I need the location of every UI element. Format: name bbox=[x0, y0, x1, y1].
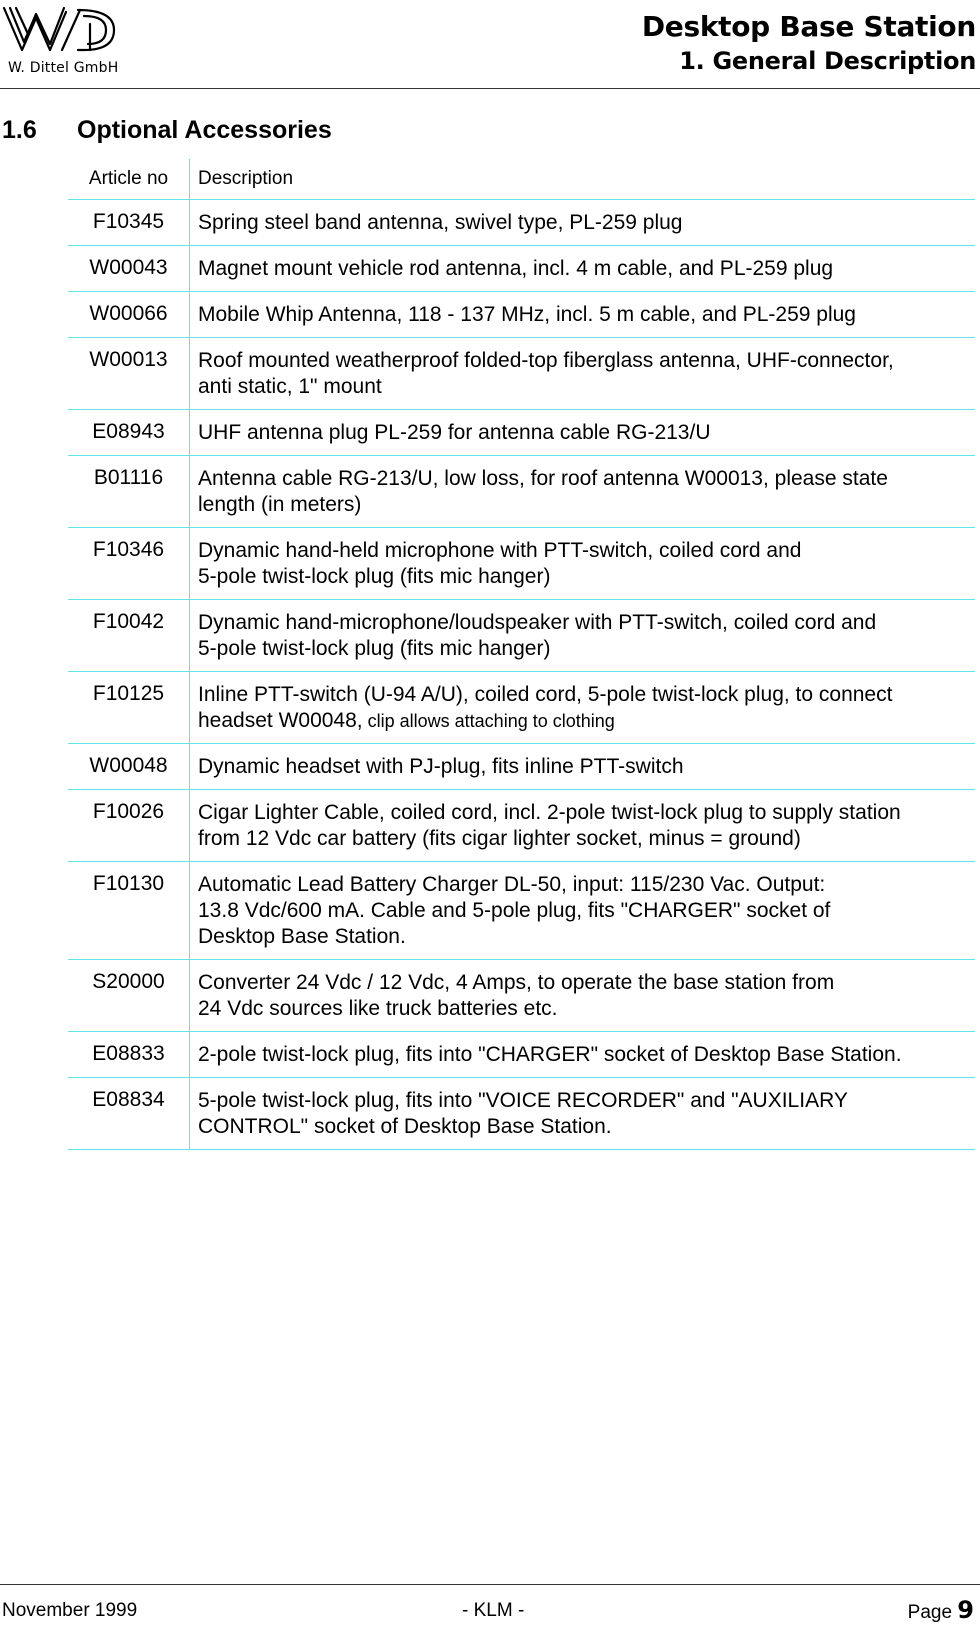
description-cell bbox=[190, 292, 976, 338]
description-line bbox=[198, 636, 975, 662]
article-number-cell: S20000 bbox=[68, 960, 190, 1032]
description-cell bbox=[190, 1078, 976, 1150]
description-text: 2-pole twist-lock plug, fits into "CHARGER" socket of Desktop Base Station. bbox=[198, 1043, 902, 1066]
description-cell bbox=[190, 338, 976, 410]
description-line bbox=[198, 996, 975, 1022]
article-number-cell: E08833 bbox=[68, 1032, 190, 1078]
description-text: Automatic Lead Battery Charger DL-50, input: 115/230 Vac. Output: bbox=[198, 873, 826, 896]
article-number-cell: W00043 bbox=[68, 246, 190, 292]
article-number-cell: F10026 bbox=[68, 790, 190, 862]
article-number-cell: E08834 bbox=[68, 1078, 190, 1150]
document-title: Desktop Base Station bbox=[641, 10, 976, 43]
table-row bbox=[68, 960, 975, 1032]
description-text: Dynamic hand-held microphone with PTT-switch, coiled cord and bbox=[198, 539, 802, 562]
section-number: 1.6 bbox=[2, 116, 37, 144]
description-line bbox=[198, 210, 975, 236]
page-label: Page bbox=[907, 1602, 953, 1623]
description-text: Inline PTT-switch (U-94 A/U), coiled cord, 5-pole twist-lock plug, to connect bbox=[198, 683, 893, 706]
footer-date: November 1999 bbox=[2, 1600, 138, 1621]
description-text: headset W00048, bbox=[198, 709, 363, 732]
description-cell bbox=[190, 672, 976, 744]
table-row bbox=[68, 410, 975, 456]
description-text: from 12 Vdc car battery (fits cigar lighter socket, minus = ground) bbox=[198, 827, 801, 850]
article-number-cell: F10346 bbox=[68, 528, 190, 600]
chapter-title: 1. General Description bbox=[679, 47, 976, 75]
section-title: Optional Accessories bbox=[77, 116, 332, 144]
table-row bbox=[68, 200, 975, 246]
table-row bbox=[68, 246, 975, 292]
description-cell bbox=[190, 862, 976, 960]
article-number-cell: F10125 bbox=[68, 672, 190, 744]
description-text: 13.8 Vdc/600 mA. Cable and 5-pole plug, fits "CHARGER" socket of bbox=[198, 899, 831, 922]
description-line bbox=[198, 1088, 975, 1114]
description-line bbox=[198, 538, 975, 564]
table-row bbox=[68, 672, 975, 744]
description-cell bbox=[190, 1032, 976, 1078]
description-cell bbox=[190, 456, 976, 528]
description-text: Magnet mount vehicle rod antenna, incl. 4 m cable, and PL-259 plug bbox=[198, 257, 834, 280]
accessories-table bbox=[68, 159, 975, 1150]
article-number-cell: W00066 bbox=[68, 292, 190, 338]
article-number-cell: F10042 bbox=[68, 600, 190, 672]
description-cell bbox=[190, 600, 976, 672]
description-cell bbox=[190, 410, 976, 456]
description-cell bbox=[190, 528, 976, 600]
footer-page bbox=[908, 1596, 974, 1624]
footer-document-code: - KLM - bbox=[462, 1600, 525, 1621]
description-line bbox=[198, 754, 975, 780]
description-cell bbox=[190, 790, 976, 862]
description-line bbox=[198, 1114, 975, 1140]
description-cell bbox=[190, 744, 976, 790]
description-line bbox=[198, 800, 975, 826]
description-line bbox=[198, 302, 975, 328]
description-line bbox=[198, 564, 975, 590]
description-line bbox=[198, 682, 975, 708]
description-text: Cigar Lighter Cable, coiled cord, incl. 2-pole twist-lock plug to supply station bbox=[198, 801, 901, 824]
table-row bbox=[68, 528, 975, 600]
description-line bbox=[198, 348, 975, 374]
table-row bbox=[68, 600, 975, 672]
table-row bbox=[68, 292, 975, 338]
description-line bbox=[198, 826, 975, 852]
description-line bbox=[198, 466, 975, 492]
description-line bbox=[198, 872, 975, 898]
table-row bbox=[68, 790, 975, 862]
description-text: Spring steel band antenna, swivel type, PL-259 plug bbox=[198, 211, 683, 234]
description-text: anti static, 1" mount bbox=[198, 375, 382, 398]
description-line bbox=[198, 1042, 975, 1068]
table-row bbox=[68, 744, 975, 790]
description-text: Dynamic headset with PJ-plug, fits inline PTT-switch bbox=[198, 755, 684, 778]
description-text: Mobile Whip Antenna, 118 - 137 MHz, incl. 5 m cable, and PL-259 plug bbox=[198, 303, 856, 326]
description-line bbox=[198, 898, 975, 924]
description-note: clip allows attaching to clothing bbox=[362, 711, 615, 731]
description-text: Dynamic hand-microphone/loudspeaker with PTT-switch, coiled cord and bbox=[198, 611, 877, 634]
description-text: Converter 24 Vdc / 12 Vdc, 4 Amps, to operate the base station from bbox=[198, 971, 835, 994]
description-line bbox=[198, 970, 975, 996]
article-number-cell: F10345 bbox=[68, 200, 190, 246]
company-name: W. Dittel GmbH bbox=[8, 60, 119, 76]
table-header-row bbox=[68, 159, 975, 200]
description-cell bbox=[190, 960, 976, 1032]
description-text: 5-pole twist-lock plug (fits mic hanger) bbox=[198, 637, 551, 660]
table-row bbox=[68, 1078, 975, 1150]
description-line bbox=[198, 256, 975, 282]
description-text: Desktop Base Station. bbox=[198, 925, 406, 948]
description-line bbox=[198, 374, 975, 400]
description-text: UHF antenna plug PL-259 for antenna cable RG-213/U bbox=[198, 421, 711, 444]
description-text: length (in meters) bbox=[198, 493, 362, 516]
description-line bbox=[198, 610, 975, 636]
article-number-cell: B01116 bbox=[68, 456, 190, 528]
description-text: 5-pole twist-lock plug, fits into "VOICE RECORDER" and "AUXILIARY bbox=[198, 1089, 848, 1112]
wd-logo-mark-icon bbox=[2, 2, 120, 58]
description-text: Roof mounted weatherproof folded-top fiberglass antenna, UHF-connector, bbox=[198, 349, 894, 372]
table-row bbox=[68, 456, 975, 528]
table-row bbox=[68, 1032, 975, 1078]
article-number-cell: F10130 bbox=[68, 862, 190, 960]
company-logo bbox=[2, 2, 122, 80]
table-row bbox=[68, 862, 975, 960]
description-text: 5-pole twist-lock plug (fits mic hanger) bbox=[198, 565, 551, 588]
description-text: CONTROL" socket of Desktop Base Station. bbox=[198, 1115, 612, 1138]
description-text: Antenna cable RG-213/U, low loss, for roof antenna W00013, please state bbox=[198, 467, 888, 490]
footer-divider bbox=[0, 1584, 980, 1585]
description-cell bbox=[190, 246, 976, 292]
header-divider bbox=[0, 88, 980, 89]
page-number: 9 bbox=[957, 1596, 974, 1624]
table-row bbox=[68, 338, 975, 410]
description-line bbox=[198, 492, 975, 518]
header-description: Description bbox=[190, 159, 976, 200]
description-line bbox=[198, 708, 975, 734]
header-article-no: Article no bbox=[68, 159, 190, 200]
description-line bbox=[198, 924, 975, 950]
description-text: 24 Vdc sources like truck batteries etc. bbox=[198, 997, 558, 1020]
article-number-cell: E08943 bbox=[68, 410, 190, 456]
article-number-cell: W00013 bbox=[68, 338, 190, 410]
article-number-cell: W00048 bbox=[68, 744, 190, 790]
description-cell bbox=[190, 200, 976, 246]
description-line bbox=[198, 420, 975, 446]
